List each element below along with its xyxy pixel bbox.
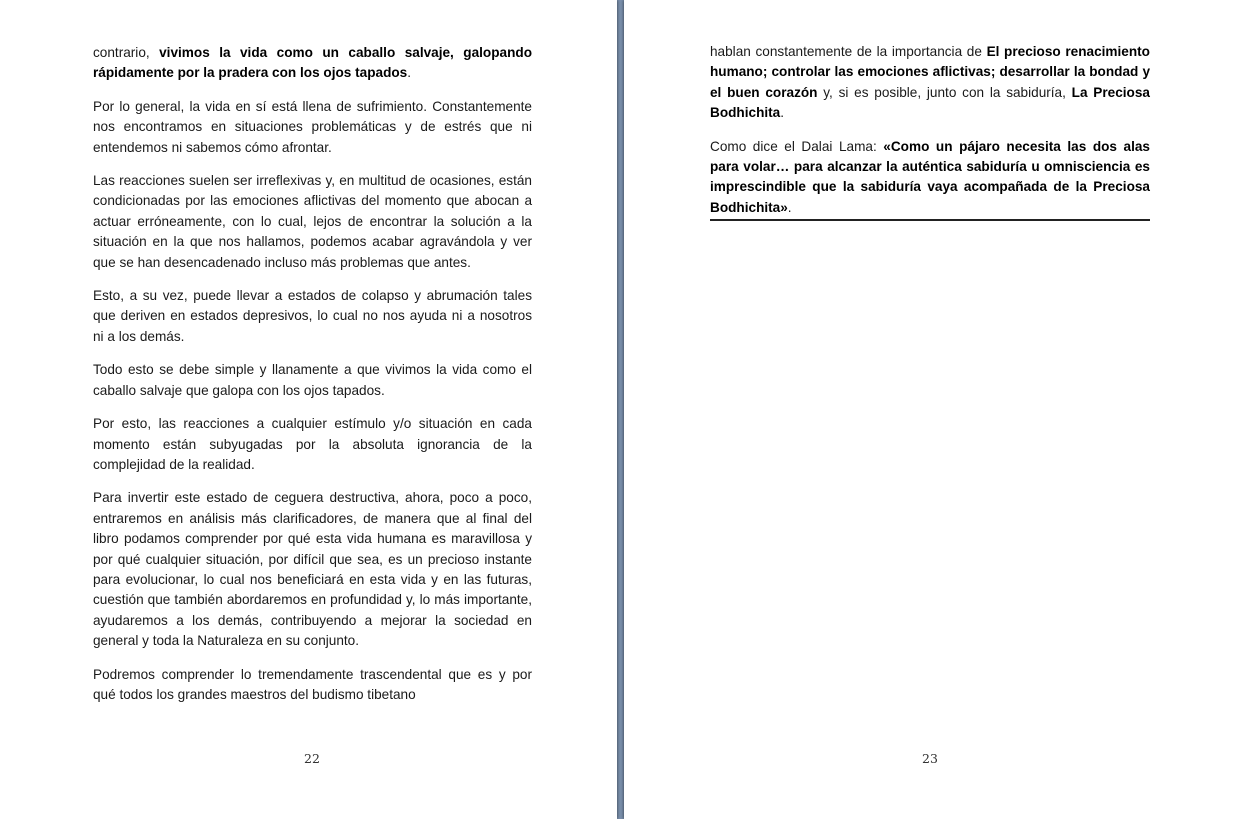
- page-number: 22: [304, 751, 320, 766]
- paragraph: [93, 171, 532, 273]
- paragraph: [93, 414, 532, 475]
- paragraph: [93, 360, 532, 401]
- bold-text-run: vivimos la vida como un caballo salvaje, galopando rápidamente por la pradera con los ojos tapados: [93, 45, 532, 81]
- paragraph: [93, 286, 532, 347]
- text-run: Por lo general, la vida en sí está llena de sufrimiento. Constantemente nos encontramos en situaciones problemáticas y de estrés que ni entendemos ni sabemos cómo afrontar.: [93, 98, 532, 155]
- text-run: hablan constantemente de la importancia de: [710, 44, 987, 59]
- text-run: y, si es posible, junto con la sabiduría,: [817, 84, 1072, 100]
- bold-text-run: «Como un pájaro necesita las dos alas para volar… para alcanzar la auténtica sabiduría u omnisciencia es imprescindible que la sabiduría vaya acompañada de la Preciosa Bodhichita»: [710, 138, 1150, 215]
- text-run: Por esto, las reacciones a cualquier estímulo y/o situación en cada momento están subyugadas por la absoluta ignorancia de la complejidad de la realidad.: [93, 416, 532, 472]
- text-run: Como dice el Dalai Lama:: [710, 138, 884, 154]
- paragraph: [93, 97, 532, 158]
- paragraph: [93, 488, 532, 651]
- text-run: Las reacciones suelen ser irreflexivas y, en multitud de ocasiones, están condicionadas por las emociones aflictivas del momento que abocan a actuar erróneamente, con lo cual, lejos de encontrar la solución a la situación en la que nos hallamos, podemos acabar agravándola y ver que se han desencadenado incluso más problemas que antes.: [93, 173, 532, 270]
- page-23-text-column: [710, 42, 1150, 231]
- text-run: Para invertir este estado de ceguera destructiva, ahora, poco a poco, entraremos en análisis más clarificadores, de manera que al final del libro podamos comprender por qué esta vida humana es maravillosa y por qué cualquier situación, por difícil que sea, es un precioso instante para evolucionar, lo cual nos beneficiará en esta vida y en las futuras, cuestión que también abordaremos en profundidad y, lo más importante, ayudaremos a los demás, contribuyendo a mejorar la sociedad en general y toda la Naturaleza en su conjunto.: [93, 490, 532, 649]
- paragraph: [710, 137, 1150, 219]
- page-22-text-column: [93, 43, 532, 718]
- text-run: contrario,: [93, 45, 160, 60]
- text-run: Todo esto se debe simple y llanamente a que vivimos la vida como el caballo salvaje que galopa con los ojos tapados.: [93, 362, 532, 398]
- text-run: Esto, a su vez, puede llevar a estados de colapso y abrumación tales que deriven en estados depresivos, lo cual no nos ayuda ni a nosotros ni a los demás.: [93, 288, 532, 344]
- page-22: [0, 0, 617, 819]
- section-divider-line: [710, 219, 1150, 221]
- text-run: .: [787, 199, 792, 215]
- page-23: [624, 0, 1235, 819]
- bold-text-run: La Preciosa Bodhichita: [710, 84, 1150, 121]
- paragraph: [93, 43, 532, 84]
- text-run: .: [780, 105, 785, 121]
- text-run: Podremos comprender lo tremendamente trascendental que es y por qué todos los grandes maestros del budismo tibetano: [93, 666, 532, 702]
- bold-text-run: El precioso renacimiento humano; controlar las emociones aflictivas; desarrollar la bondad y el buen corazón: [710, 44, 1150, 100]
- page-number: 23: [922, 751, 938, 766]
- paragraph: [93, 665, 532, 706]
- text-run: .: [407, 65, 412, 81]
- paragraph: [710, 42, 1150, 124]
